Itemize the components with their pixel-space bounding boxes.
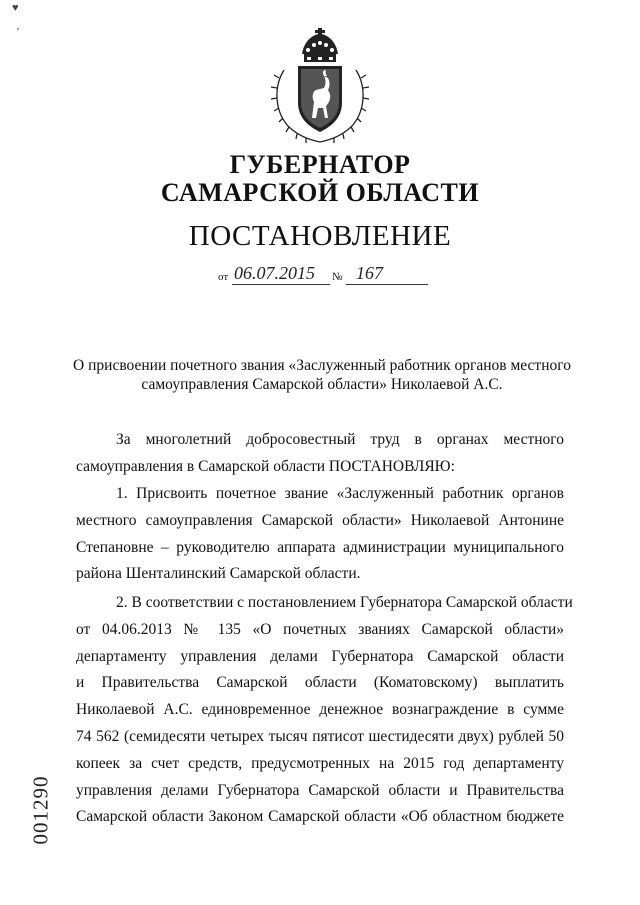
date-number-line (218, 265, 438, 287)
text-line: района Шенталинский Самарской области. (76, 565, 361, 583)
text-line: Самарской области Законом Самарской области «Об областном бюджете (76, 808, 564, 826)
preamble-paragraph (76, 427, 564, 481)
subject-line: О присвоении почетного звания «Заслуженный работник органов местного (73, 357, 571, 374)
text-line: 2. В соответствии с постановлением Губернатора Самарской области (116, 594, 573, 611)
samara-coat-of-arms-emblem (268, 28, 372, 146)
text-line: и Правительства Самарской области (Коматовскому) выплатить (76, 674, 564, 692)
number-value-handwritten: 167 (356, 263, 383, 283)
text-line: департаменту управления делами Губернатора Самарской области (76, 647, 564, 665)
date-prefix-label: от (218, 271, 229, 283)
text-line: Николаевой А.С. единовременное денежное вознаграждение в сумме (76, 701, 564, 719)
text-line: Степановне – руководителю аппарата администрации муниципального (76, 538, 564, 556)
clause-1-paragraph (76, 481, 564, 588)
document-type-heading: ПОСТАНОВЛЕНИЕ (188, 220, 452, 252)
date-underline (232, 284, 330, 285)
scan-mark-corner: ♥ (12, 2, 19, 14)
number-prefix-label: № (332, 271, 343, 283)
text-line: 74 562 (семидесяти четырех тысяч пятисот шестидесяти двух) рублей 50 (76, 727, 564, 745)
scan-mark-side: ’ (16, 26, 20, 38)
stamp-number-text: 001290 (28, 775, 53, 845)
clause-2-paragraph (76, 590, 573, 831)
text-line: 1. Присвоить почетное звание «Заслуженный работник органов (116, 485, 564, 502)
number-underline (346, 284, 428, 285)
text-line: За многолетний добросовестный труд в органах местного (116, 431, 564, 448)
text-line: местного самоуправления Самарской области» Николаевой Антонине (76, 511, 564, 529)
archive-stamp-number (26, 770, 56, 850)
date-value-handwritten: 06.07.2015 (234, 263, 315, 283)
subject-line: самоуправления Самарской области» Николаевой А.С. (141, 376, 503, 393)
document-subject (62, 356, 582, 394)
text-line: управления делами Губернатора Самарской области и Правительства (76, 781, 564, 799)
authority-title-line2: САМАРСКОЙ ОБЛАСТИ (160, 178, 480, 207)
text-line: самоуправления в Самарской области ПОСТАНОВЛЯЮ: (76, 457, 455, 475)
text-line: от 04.06.2013 № 135 «О почетных званиях Самарской области» (76, 620, 564, 638)
text-line: копеек за счет средств, предусмотренных на 2015 год департаменту (76, 754, 564, 772)
authority-title-line1: ГУБЕРНАТОР (229, 150, 411, 179)
